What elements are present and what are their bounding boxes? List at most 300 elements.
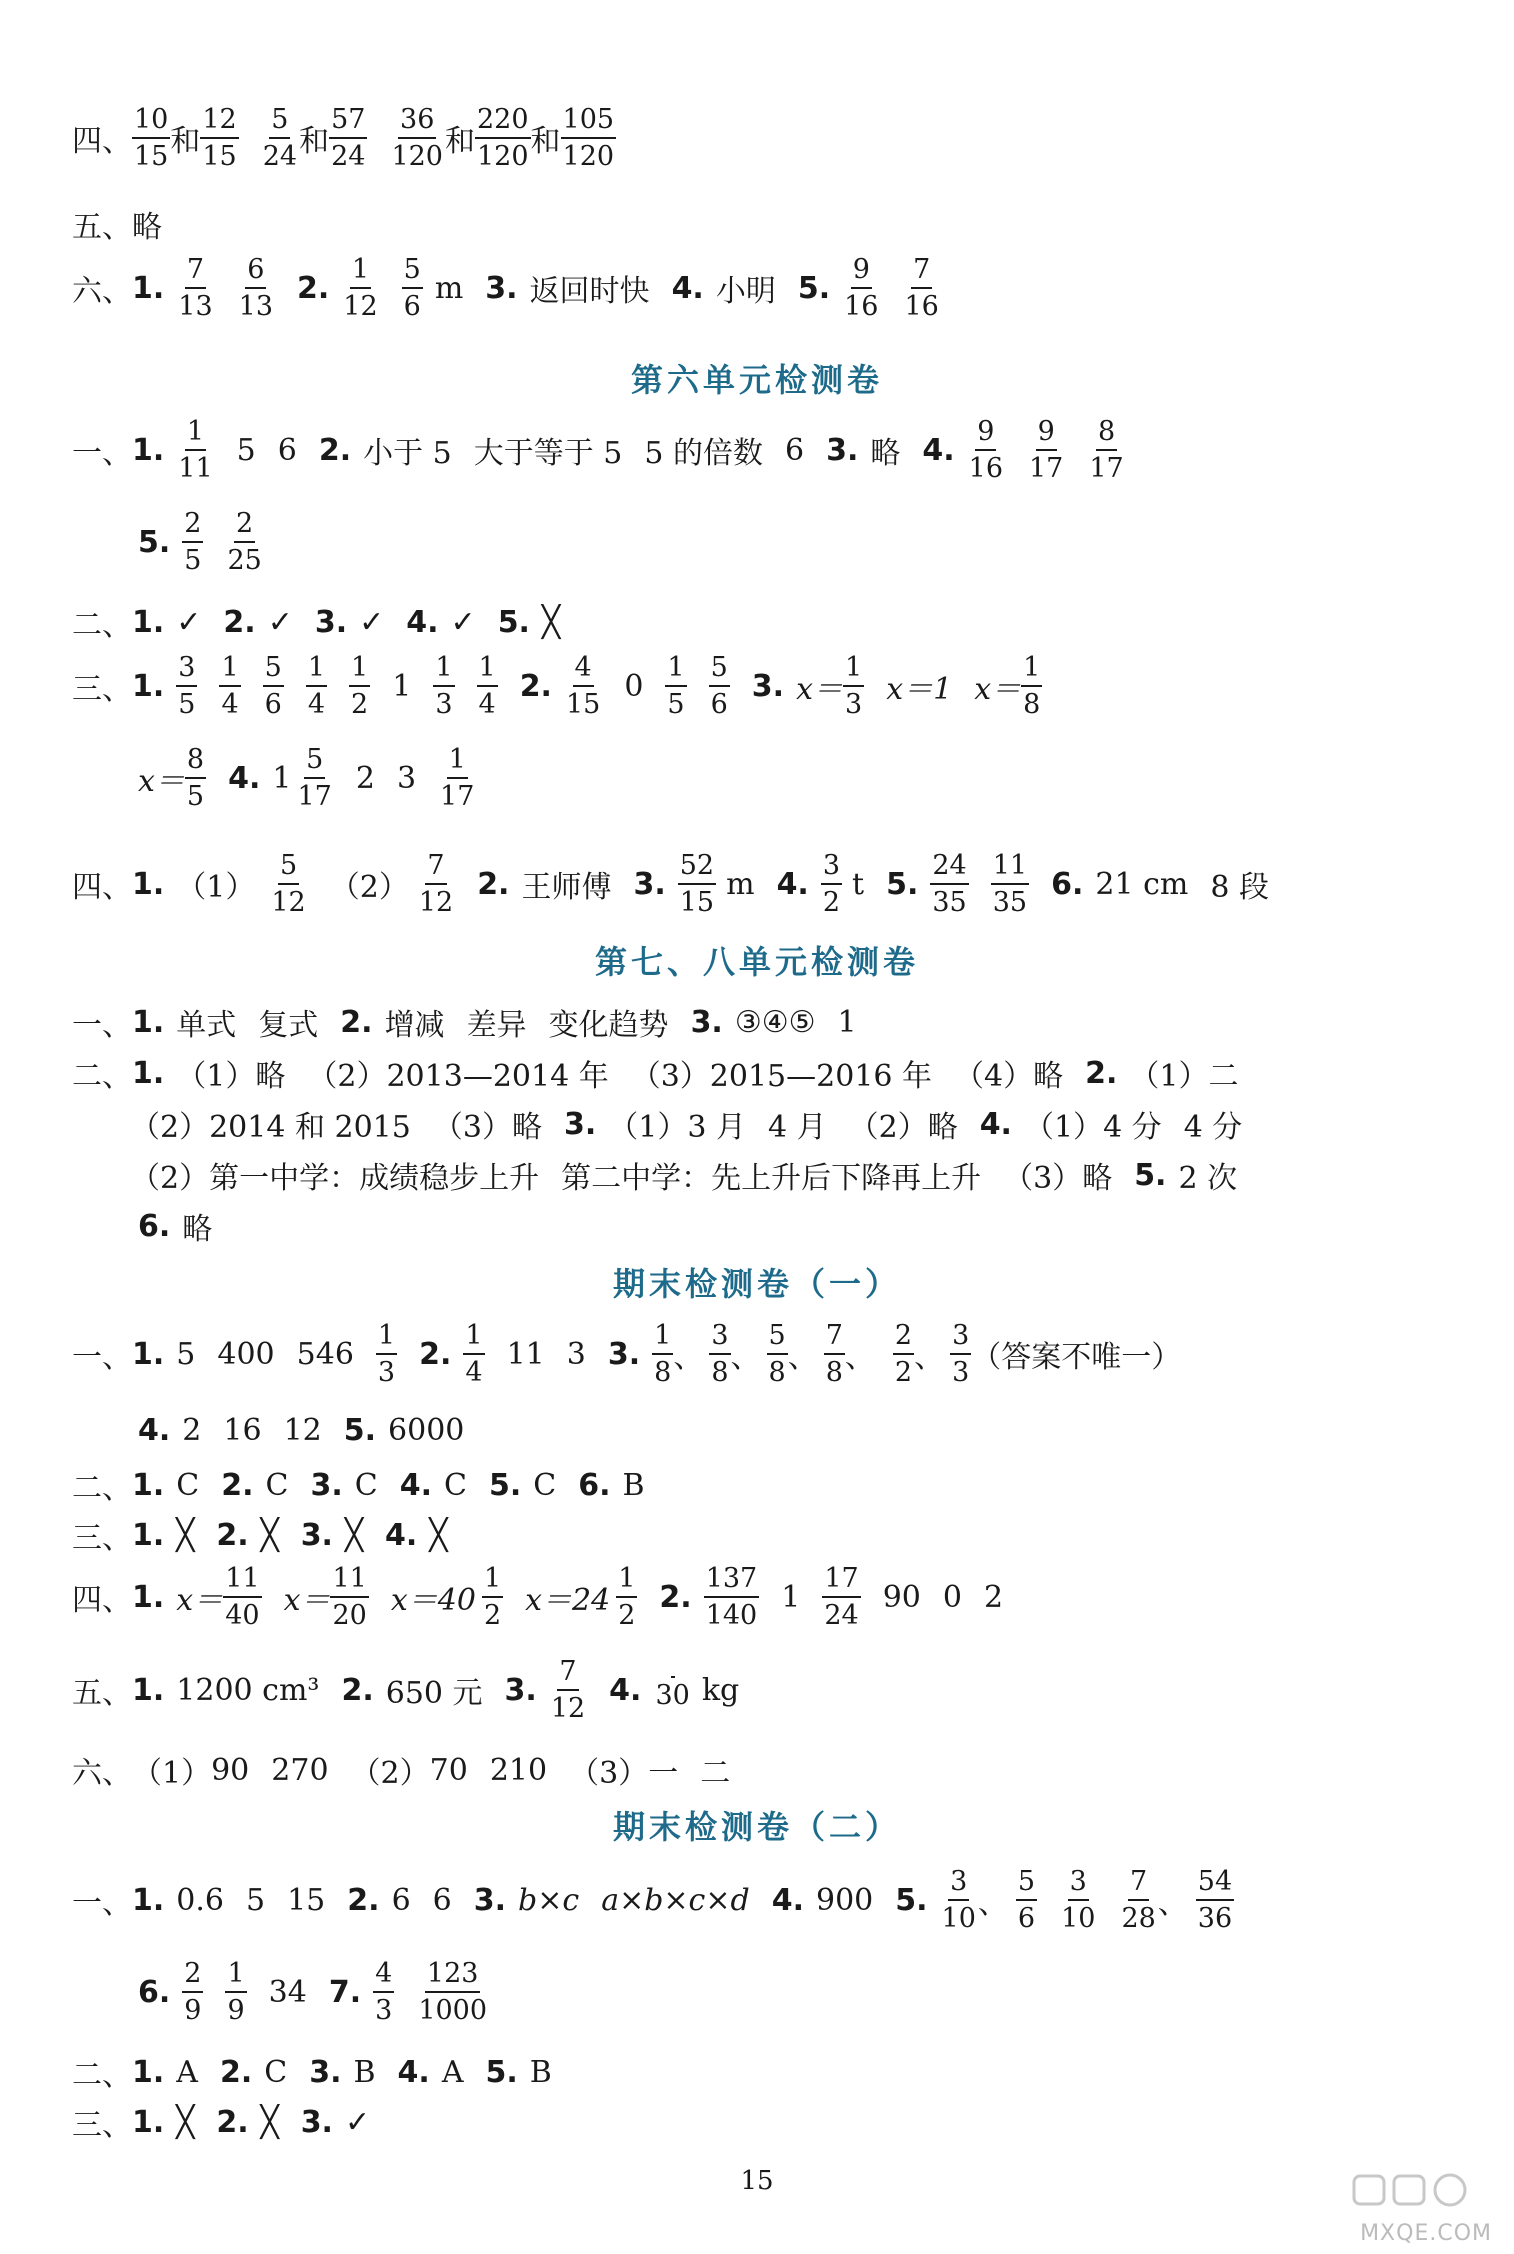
question-number: 4. xyxy=(776,866,809,902)
unit: t xyxy=(852,866,865,902)
equation: x＝ xyxy=(138,764,185,799)
line-f2-san xyxy=(72,2100,392,2144)
fraction: $\frac{3}{5}$ xyxy=(178,652,196,720)
unit: kg xyxy=(701,1672,740,1708)
fraction: $\frac{7}{13}$ xyxy=(178,254,213,322)
cross-mark: ╳ xyxy=(176,2104,195,2140)
question-number: 1. xyxy=(132,2054,165,2090)
question-number: 1. xyxy=(132,1004,165,1040)
answer-text: 略 xyxy=(255,1059,286,1094)
answer-text: 4 分 xyxy=(1183,1110,1243,1145)
sub-label: （1） xyxy=(132,1756,212,1791)
fraction: $\frac{1}{4}$ xyxy=(478,652,496,720)
line-f1-yi-cont xyxy=(138,1413,486,1448)
connector: 和 xyxy=(170,124,201,159)
fraction: $\frac{54}{36}$ xyxy=(1197,1866,1233,1934)
fraction: $\frac{4}{3}$ xyxy=(375,1958,393,2026)
section-label: 四、 xyxy=(72,870,132,905)
fraction: $\frac{1}{3}$ xyxy=(845,652,863,720)
answer-value: 5 xyxy=(176,1336,196,1372)
line-u6-san-cont xyxy=(138,746,498,810)
line-u6-er xyxy=(72,600,582,644)
section-label: 一、 xyxy=(72,1340,132,1375)
line-liu xyxy=(72,256,963,320)
question-number: 3. xyxy=(300,1517,333,1553)
fraction: $\frac{1}{8}$ xyxy=(654,1320,672,1388)
fraction: $\frac{1}{4}$ xyxy=(465,1320,483,1388)
sub-label: （1） xyxy=(176,870,256,905)
answer-text: 650 元 xyxy=(385,1676,483,1711)
answer-text: ③④⑤ xyxy=(734,1004,816,1040)
answer-value: 3 xyxy=(396,760,417,796)
section-title: 期末检测卷（二） xyxy=(612,1808,901,1846)
section-label: 三、 xyxy=(72,2108,132,2143)
answer-value: 1 xyxy=(781,1579,801,1615)
fraction: $\frac{57}{24}$ xyxy=(331,104,366,172)
answer-text: 增减 xyxy=(384,1008,445,1043)
section-title: 第七、八单元检测卷 xyxy=(594,943,919,981)
fraction: $\frac{2}{25}$ xyxy=(227,508,262,576)
answer-text: 4 月 xyxy=(767,1110,827,1145)
question-number: 1. xyxy=(132,1579,165,1615)
answer-value: 90 xyxy=(211,1752,250,1788)
answer-choice: C xyxy=(176,1467,200,1503)
answer-text: 2013—2014 年 xyxy=(386,1059,609,1094)
equation: x＝ xyxy=(283,1583,331,1618)
section-title: 第六单元检测卷 xyxy=(630,361,883,399)
equation: a×b×c×d xyxy=(601,1882,750,1918)
fraction: $\frac{5}{24}$ xyxy=(262,104,298,172)
question-number: 1. xyxy=(132,2104,165,2140)
equation: x＝ xyxy=(974,672,1022,707)
section-label: 一、 xyxy=(72,436,132,471)
check-mark: ✓ xyxy=(359,604,385,640)
separator: 、 xyxy=(844,1340,875,1375)
question-number: 2. xyxy=(1085,1055,1118,1091)
question-number: 3. xyxy=(751,668,785,704)
check-mark: ✓ xyxy=(450,604,476,640)
cross-mark: ╳ xyxy=(260,2104,279,2140)
answer-value: 546 xyxy=(296,1336,354,1372)
fraction: $\frac{1}{11}$ xyxy=(178,416,213,484)
section-label: 二、 xyxy=(72,2058,132,2093)
sub-label: （3） xyxy=(1003,1161,1083,1196)
question-number: 1. xyxy=(132,866,165,902)
answer-text: 21 cm xyxy=(1095,866,1189,902)
fraction: $\frac{5}{6}$ xyxy=(264,652,282,720)
connector: 和 xyxy=(530,124,561,159)
question-number: 1. xyxy=(132,1336,165,1372)
fraction: $\frac{1}{4}$ xyxy=(221,652,239,720)
sub-label: （3） xyxy=(432,1110,512,1145)
answer-text: 变化趋势 xyxy=(548,1008,669,1043)
question-number: 5. xyxy=(886,866,919,902)
question-number: 5. xyxy=(138,524,171,560)
question-number: 4. xyxy=(922,432,955,468)
answer-text: 1200 cm³ xyxy=(176,1672,320,1708)
question-number: 5. xyxy=(1134,1157,1167,1193)
fraction: $\frac{3}{3}$ xyxy=(952,1320,970,1388)
answer-text: 8 段 xyxy=(1210,870,1269,905)
sub-label: （2） xyxy=(350,1756,430,1791)
question-number: 5. xyxy=(895,1882,928,1918)
answer-value: 400 xyxy=(217,1336,275,1372)
answer-value: 6 xyxy=(277,432,297,468)
question-number: 3. xyxy=(309,2054,342,2090)
line-u78-er-cont1 xyxy=(130,1102,1264,1146)
line-u6-si xyxy=(72,852,1291,916)
answer-text: 小明 xyxy=(715,274,776,309)
question-number: 3. xyxy=(690,1004,723,1040)
answer-text: 4 分 xyxy=(1103,1110,1162,1145)
question-number: 4. xyxy=(399,1467,433,1503)
answer-text: 差异 xyxy=(466,1008,527,1043)
question-number: 2. xyxy=(216,1517,249,1553)
answer-text: 单式 xyxy=(176,1008,237,1043)
answer-text: 略 xyxy=(132,210,162,245)
answer-value: 270 xyxy=(271,1752,329,1788)
question-number: 3. xyxy=(607,1336,641,1372)
answer-text: 二 xyxy=(700,1756,731,1791)
fraction: $\frac{4}{15}$ xyxy=(565,652,601,720)
question-number: 1. xyxy=(132,432,165,468)
answer-value: 900 xyxy=(815,1882,874,1918)
section-label: 六、 xyxy=(72,1756,132,1791)
cross-mark: ╳ xyxy=(541,604,561,640)
fraction: $\frac{1}{2}$ xyxy=(483,1563,502,1631)
answer-text: 第二中学：先上升后下降再上升 xyxy=(561,1161,982,1196)
question-number: 1. xyxy=(132,604,165,640)
sub-label: （3） xyxy=(569,1756,649,1791)
line-f1-san xyxy=(72,1513,469,1557)
line-u78-er xyxy=(72,1051,1261,1095)
fraction: $\frac{1}{3}$ xyxy=(377,1320,396,1388)
fraction: $\frac{7}{28}$ xyxy=(1121,1866,1156,1934)
fraction: $\frac{3}{10}$ xyxy=(1061,1866,1096,1934)
fraction: $\frac{2}{2}$ xyxy=(894,1320,913,1388)
sub-label: （2） xyxy=(329,870,409,905)
answer-choice: C xyxy=(264,2054,288,2090)
sub-label: （1） xyxy=(608,1110,688,1145)
question-number: 3. xyxy=(504,1672,537,1708)
answer-value: 16 xyxy=(223,1413,262,1448)
fraction: $\frac{5}{6}$ xyxy=(710,652,728,720)
section-label: 四、 xyxy=(72,124,132,159)
question-number: 4. xyxy=(138,1413,171,1448)
check-mark: ✓ xyxy=(176,604,202,640)
cross-mark: ╳ xyxy=(429,1517,448,1553)
fraction: $\frac{8}{17}$ xyxy=(1089,416,1124,484)
fraction: $\frac{11}{20}$ xyxy=(332,1563,367,1631)
question-number: 2. xyxy=(341,1672,374,1708)
question-number: 3. xyxy=(300,2104,333,2140)
fraction: $\frac{5}{8}$ xyxy=(768,1320,786,1388)
fraction: $\frac{10}{15}$ xyxy=(134,104,169,172)
fraction: $\frac{1}{9}$ xyxy=(227,1958,245,2026)
question-number: 3. xyxy=(485,270,518,306)
fraction: $\frac{5}{12}$ xyxy=(271,850,306,918)
question-number: 3. xyxy=(563,1106,597,1142)
answer-text: 2014 和 2015 xyxy=(209,1110,411,1145)
equation: x＝1 xyxy=(886,672,953,707)
answer-text: 第一中学：成绩稳步上升 xyxy=(209,1161,540,1196)
fraction: $\frac{137}{140}$ xyxy=(705,1563,758,1631)
section-label: 三、 xyxy=(72,672,132,707)
fraction: $\frac{3}{10}$ xyxy=(941,1866,976,1934)
question-number: 6. xyxy=(138,1974,171,2010)
question-number: 4. xyxy=(397,2054,430,2090)
line-f1-liu xyxy=(72,1748,752,1792)
question-number: 4. xyxy=(771,1882,804,1918)
answer-text: 王师傅 xyxy=(521,870,612,905)
check-mark: ✓ xyxy=(344,2104,371,2140)
question-number: 5. xyxy=(797,270,831,306)
question-number: 4. xyxy=(228,760,261,796)
question-number: 3. xyxy=(310,1467,343,1503)
fraction: $\frac{2}{9}$ xyxy=(184,1958,202,2026)
question-number: 6. xyxy=(578,1467,611,1503)
fraction: $\frac{1}{4}$ xyxy=(307,652,326,720)
answer-choice: B xyxy=(529,2054,552,2090)
separator: 、 xyxy=(1157,1886,1188,1921)
answer-text: 复式 xyxy=(258,1008,319,1043)
question-number: 3. xyxy=(826,432,859,468)
fraction: $\frac{9}{17}$ xyxy=(1029,416,1064,484)
question-number: 1. xyxy=(132,1672,165,1708)
answer-text: 二 xyxy=(1208,1059,1239,1094)
fraction: 30 xyxy=(653,1672,691,1709)
question-number: 5. xyxy=(343,1413,377,1448)
question-number: 2. xyxy=(419,1336,452,1372)
question-number: 2. xyxy=(318,432,352,468)
answer-choice: C xyxy=(533,1467,557,1503)
line-u78-er-cont3 xyxy=(138,1204,234,1248)
question-number: 1. xyxy=(132,668,165,704)
fraction: $\frac{2}{5}$ xyxy=(184,508,202,576)
question-number: 1. xyxy=(132,1467,165,1503)
answer-text: 略 xyxy=(511,1110,542,1145)
question-number: 6. xyxy=(138,1208,171,1244)
answer-text: 大于等于 5 xyxy=(473,436,623,471)
question-number: 2. xyxy=(297,270,330,306)
answer-value: 6 xyxy=(784,432,805,468)
answer-value: 2 xyxy=(355,760,375,796)
answer-value: 70 xyxy=(429,1752,468,1788)
fraction: $\frac{1}{8}$ xyxy=(1023,652,1041,720)
answer-choice: C xyxy=(265,1467,289,1503)
answer-value: 11 xyxy=(506,1336,545,1372)
answer-value: 90 xyxy=(882,1579,921,1615)
fraction: $\frac{5}{6}$ xyxy=(403,254,421,322)
answer-value: 0.6 xyxy=(176,1882,224,1918)
question-number: 2. xyxy=(659,1579,692,1615)
answer-text: 返回时快 xyxy=(529,274,650,309)
fraction: $\frac{1}{17}$ xyxy=(440,744,475,812)
answer-choice: B xyxy=(622,1467,645,1503)
section-label: 一、 xyxy=(72,1008,132,1043)
section-label: 三、 xyxy=(72,1521,132,1556)
answer-value: 5 xyxy=(246,1882,266,1918)
line-u6-yi xyxy=(72,418,1148,482)
line-u6-yi-cont xyxy=(138,510,286,574)
line-f1-er xyxy=(72,1463,667,1507)
fraction: $\frac{8}{5}$ xyxy=(186,744,205,812)
question-number: 1. xyxy=(132,1055,165,1091)
fraction: $\frac{17}{24}$ xyxy=(824,1563,859,1631)
equation: x＝ xyxy=(796,672,843,707)
fraction: $\frac{7}{12}$ xyxy=(418,850,454,918)
question-number: 4. xyxy=(979,1106,1012,1142)
sub-label: （2） xyxy=(307,1059,387,1094)
unit: m xyxy=(434,270,464,306)
section-label: 二、 xyxy=(72,1471,132,1506)
fraction: $\frac{7}{12}$ xyxy=(550,1656,586,1724)
fraction: $\frac{123}{1000}$ xyxy=(418,1958,488,2026)
fraction: $\frac{11}{35}$ xyxy=(992,850,1028,918)
answer-choice: C xyxy=(444,1467,467,1503)
question-number: 2. xyxy=(477,866,510,902)
answer-value: 5 xyxy=(236,432,256,468)
question-number: 3. xyxy=(633,866,666,902)
sub-label: （4） xyxy=(954,1059,1034,1094)
question-number: 4. xyxy=(385,1517,418,1553)
answer-value: 1 xyxy=(837,1004,857,1040)
answer-text: 略 xyxy=(182,1212,213,1247)
fraction: $\frac{3}{2}$ xyxy=(822,850,841,918)
fraction: $\frac{6}{13}$ xyxy=(238,254,273,322)
section-title: 期末检测卷（一） xyxy=(612,1265,901,1303)
question-number: 1. xyxy=(132,1882,165,1918)
line-f1-yi xyxy=(72,1322,1203,1386)
line-f2-er xyxy=(72,2050,574,2094)
fraction: $\frac{1}{3}$ xyxy=(435,652,453,720)
line-u78-er-cont2 xyxy=(130,1153,1259,1197)
equation: x＝40 xyxy=(390,1583,476,1618)
question-number: 5. xyxy=(497,604,530,640)
fraction: $\frac{3}{8}$ xyxy=(711,1320,729,1388)
separator: 、 xyxy=(730,1340,761,1375)
sub-label: （1） xyxy=(176,1059,256,1094)
question-number: 1. xyxy=(132,1517,165,1553)
answer-choice: B xyxy=(353,2054,376,2090)
answer-text: 略 xyxy=(1033,1059,1064,1094)
question-number: 4. xyxy=(609,1672,642,1708)
question-number: 5. xyxy=(485,2054,518,2090)
fraction: $\frac{220}{120}$ xyxy=(476,104,529,172)
fraction: $\frac{12}{15}$ xyxy=(202,104,237,172)
sub-label: （2） xyxy=(130,1161,210,1196)
answer-value: 1 xyxy=(392,668,412,704)
question-number: 2. xyxy=(347,1882,380,1918)
answer-value: 15 xyxy=(287,1882,326,1918)
line-u6-san xyxy=(72,654,1064,718)
answer-value: 3 xyxy=(566,1336,586,1372)
page-number: 15 xyxy=(740,2166,774,2196)
fraction: $\frac{7}{8}$ xyxy=(825,1320,843,1388)
fraction: $\frac{105}{120}$ xyxy=(562,104,615,172)
fraction: $\frac{9}{16}$ xyxy=(968,416,1003,484)
separator: 、 xyxy=(673,1340,704,1375)
line-wu xyxy=(72,202,184,246)
answer-choice: A xyxy=(176,2054,198,2090)
fraction: $\frac{11}{40}$ xyxy=(225,1563,260,1631)
equation: x＝24 xyxy=(525,1583,611,1618)
fraction: $\frac{1}{2}$ xyxy=(351,652,369,720)
section-label: 六、 xyxy=(72,274,132,309)
watermark-logo-icon xyxy=(1352,2170,1472,2210)
watermark xyxy=(1292,2196,1492,2246)
answer-value: 2 xyxy=(182,1413,202,1448)
question-number: 7. xyxy=(328,1974,362,2010)
separator: 、 xyxy=(787,1340,818,1375)
section-label: 五、 xyxy=(72,1676,132,1711)
watermark-text: MXQE.COM xyxy=(1360,2221,1492,2246)
line-si xyxy=(72,106,638,170)
answer-text: 3 月 xyxy=(687,1110,746,1145)
answer-text: （答案不唯一） xyxy=(971,1340,1182,1375)
answer-text: 一 xyxy=(648,1756,679,1791)
fraction: $\frac{5}{6}$ xyxy=(1017,1866,1036,1934)
fraction: $\frac{52}{15}$ xyxy=(679,850,715,918)
question-number: 4. xyxy=(671,270,704,306)
question-number: 2. xyxy=(519,668,552,704)
cross-mark: ╳ xyxy=(344,1517,364,1553)
fraction: $\frac{7}{16}$ xyxy=(904,254,939,322)
line-f2-yi-cont xyxy=(138,1960,511,2024)
connector: 和 xyxy=(444,124,475,159)
line-f1-si xyxy=(72,1565,1025,1629)
section-label: 四、 xyxy=(72,1583,132,1618)
answer-value: 6 xyxy=(432,1882,452,1918)
section-label: 五、 xyxy=(72,210,132,245)
answer-value: 210 xyxy=(489,1752,548,1788)
question-number: 3. xyxy=(314,604,348,640)
answer-value: 12 xyxy=(283,1413,322,1448)
answer-choice: C xyxy=(354,1467,378,1503)
question-number: 2. xyxy=(221,1467,254,1503)
question-number: 6. xyxy=(1051,866,1084,902)
mixed-number: 1 $\frac{5}{17}$ xyxy=(272,744,332,812)
fraction: $\frac{1}{2}$ xyxy=(618,1563,636,1631)
question-number: 3. xyxy=(473,1882,507,1918)
question-number: 2. xyxy=(223,604,256,640)
section-label: 二、 xyxy=(72,1059,132,1094)
line-f2-yi xyxy=(72,1868,1256,1932)
answer-value: 6000 xyxy=(388,1413,465,1448)
equation: b×c xyxy=(518,1882,580,1918)
line-f1-wu xyxy=(72,1658,761,1722)
sub-label: （3） xyxy=(630,1059,710,1094)
sub-label: （2） xyxy=(848,1110,928,1145)
fraction: $\frac{1}{5}$ xyxy=(667,652,685,720)
equation: x＝ xyxy=(176,1583,224,1618)
line-u78-yi xyxy=(72,1000,879,1044)
sub-label: （1） xyxy=(1129,1059,1209,1094)
question-number: 5. xyxy=(489,1467,522,1503)
answer-text: 略 xyxy=(1082,1161,1113,1196)
check-mark: ✓ xyxy=(267,604,293,640)
separator: 、 xyxy=(914,1340,945,1375)
answer-text: 2015—2016 年 xyxy=(709,1059,933,1094)
separator: 、 xyxy=(977,1886,1008,1921)
answer-text: 2 次 xyxy=(1178,1161,1238,1196)
question-number: 2. xyxy=(219,2054,253,2090)
fraction: $\frac{36}{120}$ xyxy=(391,104,443,172)
answer-value: 0 xyxy=(942,1579,962,1615)
answer-text: 略 xyxy=(927,1110,958,1145)
connector: 和 xyxy=(299,124,330,159)
answer-choice: A xyxy=(441,2054,464,2090)
